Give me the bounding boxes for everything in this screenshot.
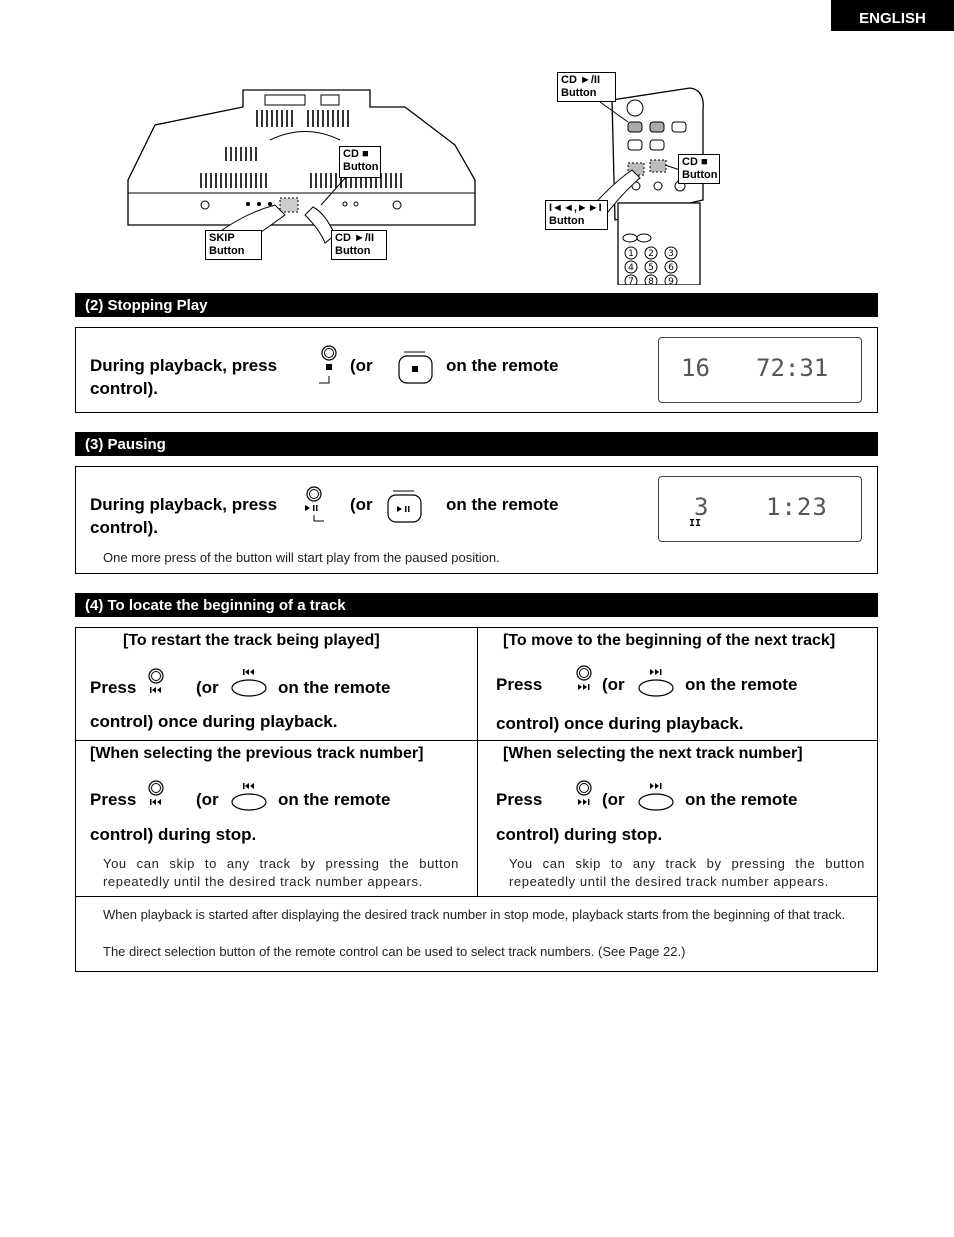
next-select-note: You can skip to any track by pressing the button repeatedly until the desired track number appears. xyxy=(509,856,865,889)
locate-footer-note-2: The direct selection button of the remote control can be used to select track numbers. (See Page 22.) xyxy=(103,944,686,959)
unit-skip-forward-button-icon xyxy=(573,780,595,808)
remote-digit: 1 xyxy=(628,249,634,259)
locate-divider-horizontal-1 xyxy=(75,740,878,741)
next-select-press: Press xyxy=(496,790,543,809)
locate-divider-horizontal-2 xyxy=(75,896,878,897)
unit-skip-callout: SKIP Button xyxy=(205,230,262,260)
remote-digit: 2 xyxy=(648,249,654,259)
remote-skip-back-button-icon xyxy=(230,668,268,698)
stopping-lcd-time: 72:31 xyxy=(756,354,829,382)
locate-divider-vertical xyxy=(477,627,478,897)
pausing-lcd-track: 3 xyxy=(694,493,709,521)
remote-stop-button-icon xyxy=(397,350,435,386)
remote-skip-back-button-icon xyxy=(230,782,268,812)
next-title: [To move to the beginning of the next track] xyxy=(503,632,836,649)
stopping-text-press: During playback, press xyxy=(90,356,278,375)
next-select-remote: on the remote xyxy=(685,790,798,809)
stopping-text-control: control). xyxy=(90,379,158,398)
remote-skip-forward-button-icon xyxy=(637,668,675,698)
pausing-text-press: During playback, press xyxy=(90,495,278,514)
prev-select-press: Press xyxy=(90,790,137,809)
next-press: Press xyxy=(496,675,543,694)
restart-title: [To restart the track being played] xyxy=(123,632,380,649)
stopping-heading: (2) Stopping Play xyxy=(75,293,878,317)
unit-illustration xyxy=(125,85,480,265)
next-select-line2: control) during stop. xyxy=(496,825,663,844)
restart-or: (or xyxy=(196,678,219,697)
pausing-lcd xyxy=(658,476,862,542)
next-line2: control) once during playback. xyxy=(496,714,744,733)
pausing-lcd-time: 1:23 xyxy=(766,493,828,521)
remote-digit: 8 xyxy=(648,277,654,285)
unit-cd-stop-callout: CD ■ Button xyxy=(339,146,381,178)
stopping-lcd-track: 16 xyxy=(681,354,710,382)
next-select-title: [When selecting the next track number] xyxy=(503,745,803,762)
pausing-text-or: (or xyxy=(350,495,373,514)
unit-skip-back-button-icon xyxy=(145,668,167,696)
restart-remote: on the remote xyxy=(278,678,391,697)
unit-stop-button-icon xyxy=(317,344,339,386)
language-tab: ENGLISH xyxy=(831,0,954,31)
pausing-heading: (3) Pausing xyxy=(75,432,878,456)
stopping-text-or: (or xyxy=(350,356,373,375)
remote-digit: 4 xyxy=(628,263,634,273)
remote-digit: 5 xyxy=(648,263,654,273)
remote-skip-forward-button-icon xyxy=(637,782,675,812)
next-remote: on the remote xyxy=(685,675,798,694)
unit-skip-back-button-icon xyxy=(145,780,167,808)
remote-cd-play-callout: CD ►/II Button xyxy=(557,72,616,102)
unit-cd-play-callout: CD ►/II Button xyxy=(331,230,387,260)
pausing-lcd-pause: II xyxy=(689,518,702,529)
prev-select-remote: on the remote xyxy=(278,790,391,809)
pausing-text-remote: on the remote xyxy=(446,495,559,514)
remote-skip-callout: I◄◄,►►I Button xyxy=(545,200,608,230)
restart-line2: control) once during playback. xyxy=(90,712,338,731)
remote-play-pause-button-icon xyxy=(386,489,424,525)
unit-skip-forward-button-icon xyxy=(573,665,595,693)
remote-digit: 6 xyxy=(668,263,674,273)
prev-select-title: [When selecting the previous track number] xyxy=(90,745,424,762)
prev-select-or: (or xyxy=(196,790,219,809)
unit-play-pause-button-icon xyxy=(302,485,330,523)
locate-heading: (4) To locate the beginning of a track xyxy=(75,593,878,617)
remote-cd-stop-callout: CD ■ Button xyxy=(678,154,720,184)
pausing-text-control: control). xyxy=(90,518,158,537)
next-select-or: (or xyxy=(602,790,625,809)
stopping-text-remote: on the remote xyxy=(446,356,559,375)
next-or: (or xyxy=(602,675,625,694)
pausing-note: One more press of the button will start play from the paused position. xyxy=(103,550,500,565)
locate-footer-note-1: When playback is started after displaying the desired track number in stop mode, playback starts from the beginning of that track. xyxy=(103,907,846,922)
prev-select-note: You can skip to any track by pressing the button repeatedly until the desired track number appears. xyxy=(103,856,459,889)
prev-select-line2: control) during stop. xyxy=(90,825,257,844)
remote-digit: 9 xyxy=(668,277,674,285)
restart-press: Press xyxy=(90,678,137,697)
remote-digit: 3 xyxy=(668,249,674,259)
remote-digit: 7 xyxy=(628,277,634,285)
stopping-lcd xyxy=(658,337,862,403)
